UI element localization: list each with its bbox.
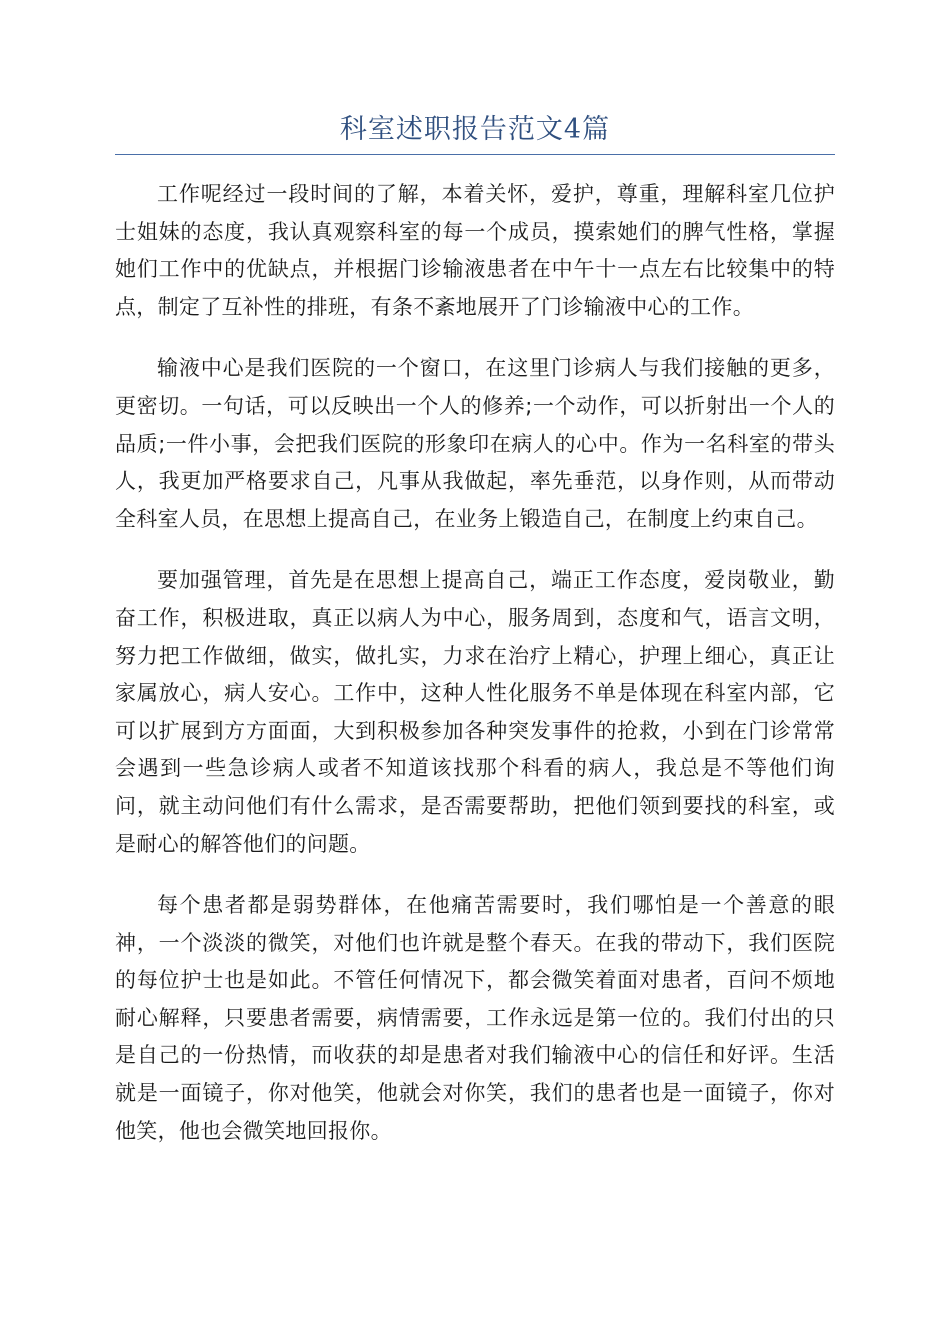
document-title: 科室述职报告范文4篇 — [339, 114, 611, 145]
document-body — [115, 176, 835, 1174]
paragraph-3: 要加强管理，首先是在思想上提高自己，端正工作态度，爱岗敬业，勤奋工作，积极进取，真正以病人为中心，服务周到，态度和气，语言文明，努力把工作做细，做实，做扎实，力求在治疗上精心，护理上细心，真正让家属放心，病人安心。工作中，这种人性化服务不单是体现在科室内部，它可以扩展到方方面面，大到积极参加各种突发事件的抢救，小到在门诊常常会遇到一些急诊病人或者不知道该找那个科看的病人，我总是不等他们询问，就主动问他们有什么需求，是否需要帮助，把他们领到要找的科室，或是耐心的解答他们的问题。 — [115, 568, 835, 856]
title-underline — [115, 154, 835, 155]
paragraph-2: 输液中心是我们医院的一个窗口，在这里门诊病人与我们接触的更多，更密切。一句话，可以反映出一个人的修养;一个动作，可以折射出一个人的品质;一件小事，会把我们医院的形象印在病人的心中。作为一名科室的带头人，我更加严格要求自己，凡事从我做起，率先垂范，以身作则，从而带动全科室人员，在思想上提高自己，在业务上锻造自己，在制度上约束自己。 — [115, 356, 835, 531]
paragraph-1: 工作呢经过一段时间的了解，本着关怀，爱护，尊重，理解科室几位护士姐妹的态度，我认真观察科室的每一个成员，摸索她们的脾气性格，掌握她们工作中的优缺点，并根据门诊输液患者在中午十一点左右比较集中的特点，制定了互补性的排班，有条不紊地展开了门诊输液中心的工作。 — [115, 182, 835, 319]
paragraph-4: 每个患者都是弱势群体，在他痛苦需要时，我们哪怕是一个善意的眼神，一个淡淡的微笑，对他们也许就是整个春天。在我的带动下，我们医院的每位护士也是如此。不管任何情况下，都会微笑着面对患者，百问不烦地耐心解释，只要患者需要，病情需要，工作永远是第一位的。我们付出的只是自己的一份热情，而收获的却是患者对我们输液中心的信任和好评。生活就是一面镜子，你对他笑，他就会对你笑，我们的患者也是一面镜子，你对他笑，他也会微笑地回报你。 — [115, 893, 835, 1143]
